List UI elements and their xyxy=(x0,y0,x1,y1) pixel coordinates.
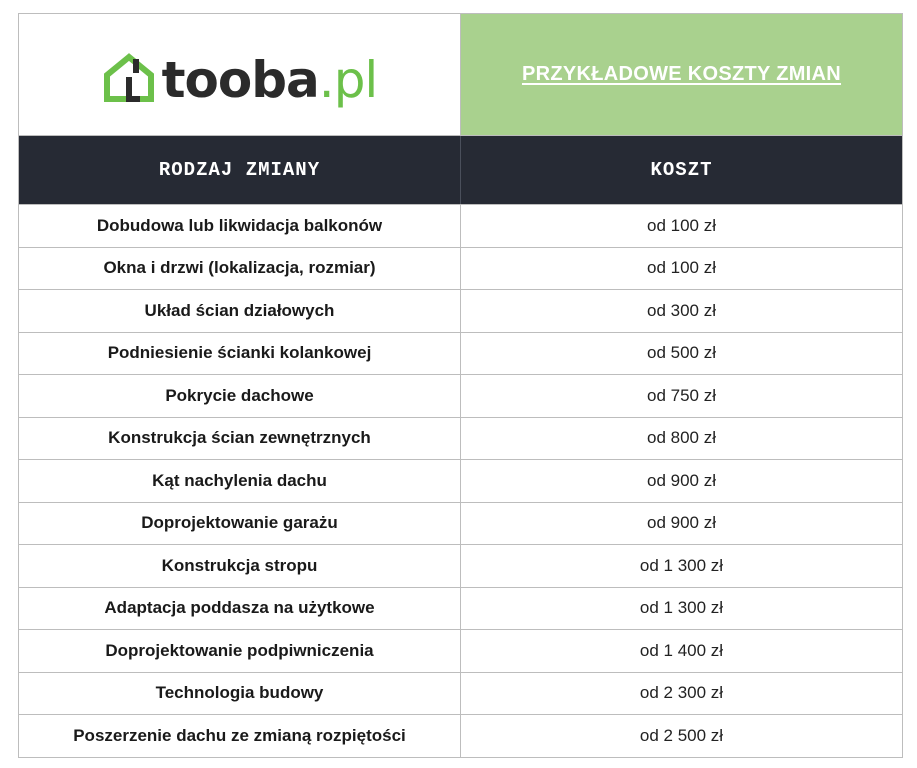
table-row xyxy=(19,374,902,417)
cost-cell: od 2 300 zł xyxy=(639,683,724,703)
table-row xyxy=(19,204,902,247)
table-row xyxy=(19,459,902,502)
cost-cell: od 900 zł xyxy=(647,470,716,490)
table-row xyxy=(19,544,902,587)
table-row xyxy=(19,714,902,757)
change-type-cell: Dobudowa lub likwidacja balkonów xyxy=(19,205,461,247)
change-type-cell: Kąt nachylenia dachu xyxy=(19,460,461,502)
cost-cell: od 800 zł xyxy=(647,428,716,448)
cost-cell: od 300 zł xyxy=(647,300,716,320)
cost-cell: od 900 zł xyxy=(647,513,716,533)
logo-text xyxy=(161,50,378,109)
logo-suffix: .pl xyxy=(318,50,378,109)
cost-cell: od 2 500 zł xyxy=(639,725,724,745)
table-top-row xyxy=(19,14,902,135)
table-body xyxy=(19,204,902,757)
change-type-cell: Podniesienie ścianki kolankowej xyxy=(19,333,461,375)
cost-cell: od 100 zł xyxy=(647,215,716,235)
table-row xyxy=(19,247,902,290)
cost-cell: od 1 400 zł xyxy=(639,640,724,660)
change-type-cell: Konstrukcja ścian zewnętrznych xyxy=(19,418,461,460)
change-type-cell: Pokrycie dachowe xyxy=(19,375,461,417)
change-type-cell: Technologia budowy xyxy=(19,673,461,715)
column-header-change: RODZAJ ZMIANY xyxy=(19,136,461,204)
title-cell xyxy=(461,14,902,135)
table-row xyxy=(19,417,902,460)
table-row xyxy=(19,587,902,630)
change-type-cell: Doprojektowanie podpiwniczenia xyxy=(19,630,461,672)
house-icon xyxy=(102,53,160,105)
change-type-cell: Poszerzenie dachu ze zmianą rozpiętości xyxy=(19,715,461,757)
logo[interactable] xyxy=(102,45,378,109)
change-type-cell: Okna i drzwi (lokalizacja, rozmiar) xyxy=(19,248,461,290)
change-type-cell: Adaptacja poddasza na użytkowe xyxy=(19,588,461,630)
table-row xyxy=(19,672,902,715)
cost-table xyxy=(18,13,903,758)
table-row xyxy=(19,289,902,332)
logo-name: tooba xyxy=(161,50,319,109)
cost-cell: od 750 zł xyxy=(647,385,716,405)
page-title[interactable]: PRZYKŁADOWE KOSZTY ZMIAN xyxy=(521,63,842,85)
change-type-cell: Układ ścian działowych xyxy=(19,290,461,332)
cost-cell: od 1 300 zł xyxy=(639,555,724,575)
change-type-cell: Konstrukcja stropu xyxy=(19,545,461,587)
column-header-cost: KOSZT xyxy=(650,159,713,181)
table-row xyxy=(19,629,902,672)
cost-cell: od 500 zł xyxy=(647,343,716,363)
cost-cell: od 100 zł xyxy=(647,258,716,278)
table-row xyxy=(19,502,902,545)
table-row xyxy=(19,332,902,375)
table-header-row xyxy=(19,135,902,204)
cost-cell: od 1 300 zł xyxy=(639,598,724,618)
logo-cell xyxy=(19,14,461,135)
change-type-cell: Doprojektowanie garażu xyxy=(19,503,461,545)
